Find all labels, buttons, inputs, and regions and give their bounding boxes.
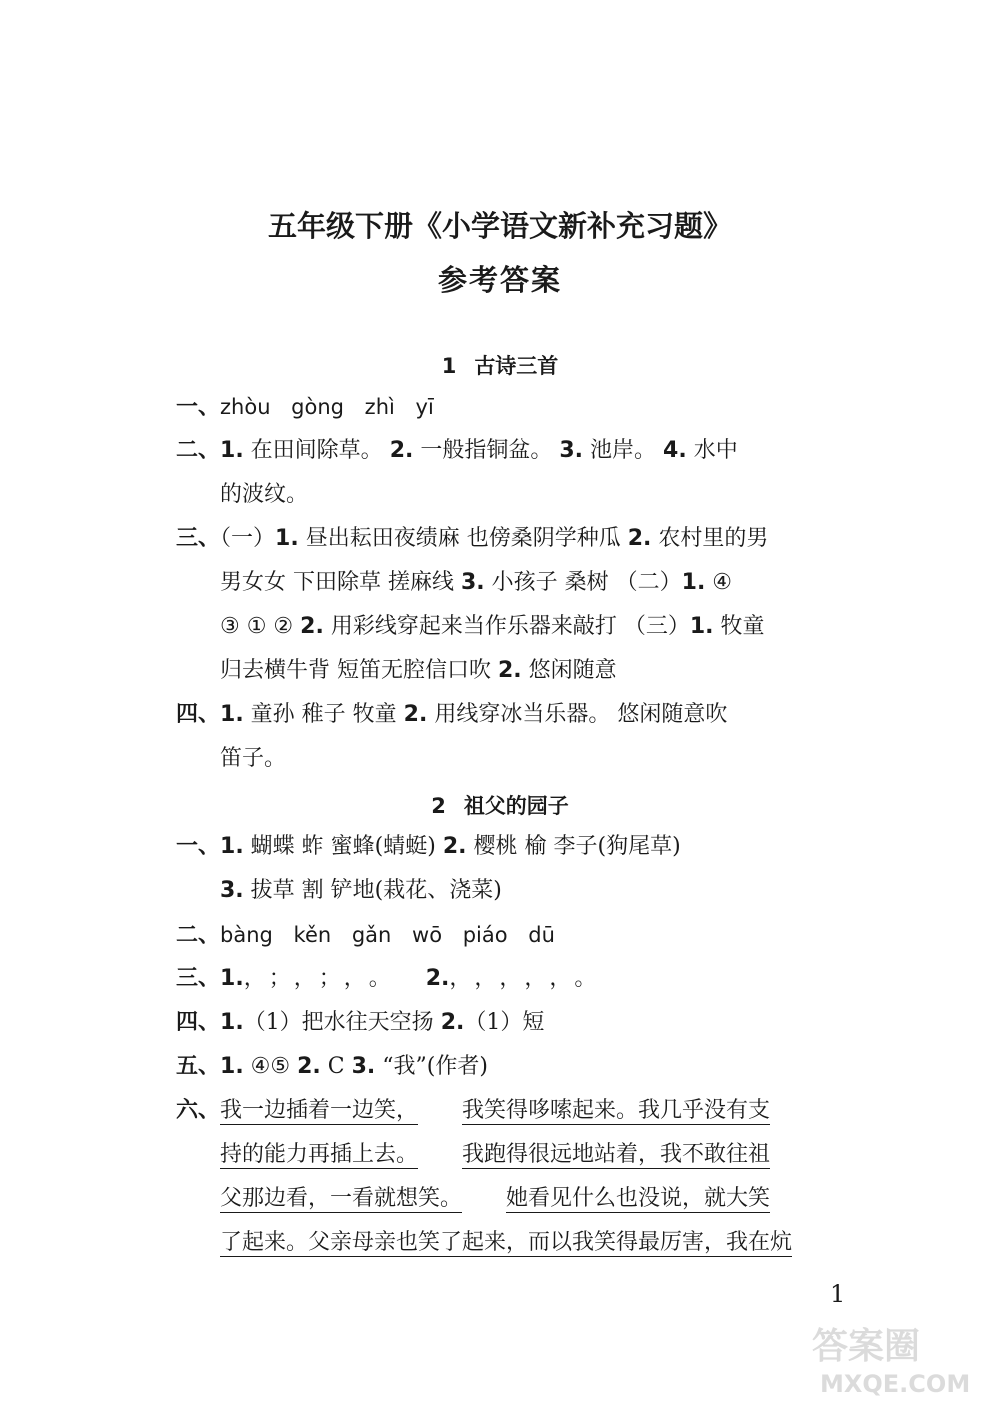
document-title: 五年级下册《小学语文新补充习题》 (267, 209, 732, 243)
watermark-logo (800, 1316, 990, 1398)
answer-line: 持的能力再插上去。 我跑得很远地站着，我不敢往祖 (220, 1142, 771, 1167)
section-heading-2: 2 祖父的园子 (431, 794, 569, 818)
document-subtitle: 参考答案 (437, 263, 562, 297)
section-heading-1: 1 古诗三首 (441, 354, 559, 378)
answer-line: 了起来。父亲母亲也笑了起来，而以我笑得最厉害，我在炕 (220, 1230, 793, 1255)
watermark-top: 答案圈 (812, 1326, 921, 1367)
answer-line: 三、1.，；，；，。 2.，，，，，。 (176, 966, 611, 991)
page-number: 1 (830, 1280, 846, 1308)
answer-line: 三、（一）1. 昼出耘田夜绩麻 也傍桑阴学种瓜 2. 农村里的男 (176, 526, 769, 551)
answer-line: 四、1.（1）把水往天空扬 2.（1）短 (176, 1010, 545, 1035)
answer-line: 五、1. ④⑤ 2. C 3. “我”(作者) (176, 1054, 488, 1079)
answer-line: 二、bàng kěn gǎn wō piáo dū (176, 923, 555, 948)
answer-line: 父那边看，一看就想笑。 她看见什么也没说，就大笑 (220, 1186, 771, 1211)
answer-line: 归去横牛背 短笛无腔信口吹 2. 悠闲随意 (220, 658, 617, 683)
answer-line: 一、zhòu gòng zhì yī (176, 395, 434, 420)
answer-line: 四、1. 童孙 稚子 牧童 2. 用线穿冰当乐器。 悠闲随意吹 (176, 702, 728, 727)
answer-line: 3. 拔草 割 铲地(栽花、浇菜) (220, 878, 502, 903)
answer-line: 一、1. 蝴蝶 蚱 蜜蜂(蜻蜓) 2. 樱桃 榆 李子(狗尾草) (176, 834, 681, 859)
answer-line: 的波纹。 (220, 482, 309, 507)
answer-line: 二、1. 在田间除草。 2. 一般指铜盆。 3. 池岸。 4. 水中 (176, 438, 738, 463)
answer-line: ③ ① ② 2. 用彩线穿起来当作乐器来敲打 （三）1. 牧童 (220, 614, 765, 639)
answer-line: 男女女 下田除草 搓麻线 3. 小孩子 桑树 （二）1. ④ (220, 570, 733, 595)
answer-line: 六、我一边插着一边笑， 我笑得哆嗦起来。我几乎没有支 (176, 1098, 771, 1123)
watermark-bottom: MXQE.COM (820, 1370, 971, 1398)
answer-line: 笛子。 (220, 746, 287, 771)
